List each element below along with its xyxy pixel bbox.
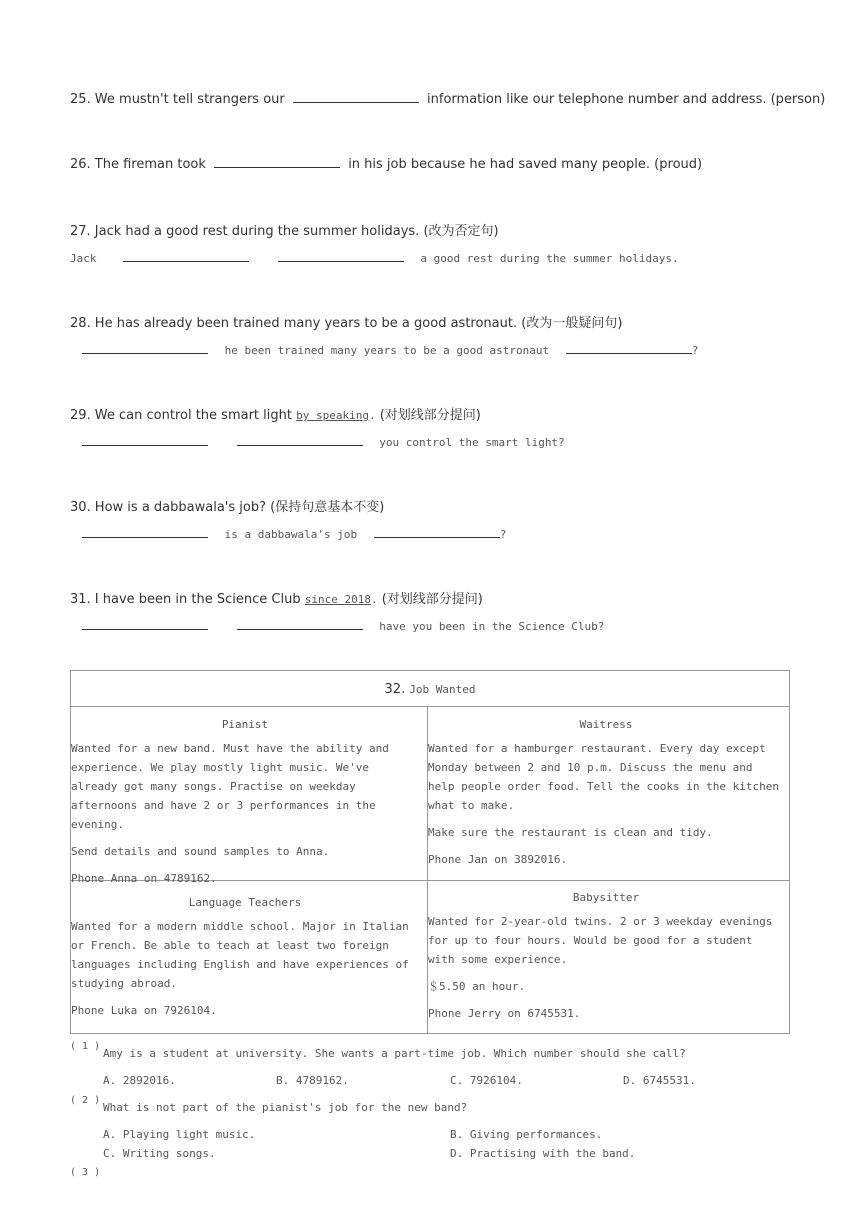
question-29-answer-line bbox=[82, 433, 565, 449]
answer-blank[interactable] bbox=[82, 433, 208, 446]
answer-blank[interactable] bbox=[237, 617, 363, 630]
underlined-phrase: since 2018 bbox=[304, 593, 371, 606]
answer-blank[interactable] bbox=[82, 617, 208, 630]
answer-end-text: you control the smart light? bbox=[379, 436, 565, 449]
sub-question-2-option-b[interactable]: B. Giving performances. bbox=[450, 1128, 603, 1141]
question-28-answer-line bbox=[82, 341, 698, 357]
babysitter-cell bbox=[428, 891, 788, 1023]
question-26-text-after: in his job because he had saved many people. (proud) bbox=[348, 157, 703, 172]
cell-paragraph: Wanted for a new band. Must have the ability and experience. We play mostly light music. We've already got many songs. Practise on weekday afternoons and have 2 or 3 performances in the evening. bbox=[71, 742, 389, 831]
question-27-answer-line bbox=[70, 249, 679, 265]
question-25-text-after: information like our telephone number and address. (person) bbox=[427, 92, 826, 107]
sub-question-2-option-c[interactable]: C. Writing songs. bbox=[103, 1147, 216, 1160]
cell-paragraph: ＄5.50 an hour. bbox=[428, 980, 526, 993]
question-29-instruction: (对划线部分提问) bbox=[379, 408, 481, 423]
cell-paragraph: Wanted for 2-year-old twins. 2 or 3 weekday evenings for up to four hours. Would be good for a student with some experience. bbox=[428, 915, 773, 966]
sub-question-2-option-d[interactable]: D. Practising with the band. bbox=[450, 1147, 636, 1160]
question-27-prompt bbox=[70, 220, 499, 239]
question-28-instruction: (改为一般疑问句) bbox=[521, 316, 623, 331]
answer-end-text: have you been in the Science Club? bbox=[379, 620, 605, 633]
question-31-answer-line bbox=[82, 617, 604, 633]
table-title: Job Wanted bbox=[409, 683, 476, 696]
question-30-prompt bbox=[70, 496, 384, 515]
answer-blank[interactable] bbox=[214, 155, 340, 168]
answer-middle-text: is a dabbawala's job bbox=[224, 528, 358, 541]
waitress-cell bbox=[428, 718, 788, 869]
cell-heading: Language Teachers bbox=[188, 896, 302, 909]
question-30-instruction: (保持句意基本不变) bbox=[270, 500, 385, 515]
question-25 bbox=[70, 90, 825, 107]
underlined-phrase: by speaking bbox=[296, 409, 369, 422]
question-30-text: 30. How is a dabbawala's job? bbox=[70, 500, 266, 515]
question-28-text: 28. He has already been trained many years to be a good astronaut. bbox=[70, 316, 518, 331]
cell-heading: Babysitter bbox=[572, 891, 640, 904]
answer-end-text: a good rest during the summer holidays. bbox=[420, 252, 679, 265]
answer-blank[interactable] bbox=[293, 90, 419, 103]
cell-paragraph: Send details and sound samples to Anna. bbox=[71, 845, 330, 858]
cell-paragraph: Phone Anna on 4789162. bbox=[71, 872, 217, 885]
table-number: 32. bbox=[384, 682, 406, 697]
answer-blank[interactable] bbox=[278, 249, 404, 262]
answer-blank[interactable] bbox=[237, 433, 363, 446]
question-31-prompt bbox=[70, 588, 483, 607]
question-27-instruction: (改为否定句) bbox=[423, 224, 499, 239]
cell-paragraph: Phone Luka on 7926104. bbox=[71, 1004, 217, 1017]
question-31-text: 31. I have been in the Science Club bbox=[70, 592, 301, 607]
cell-paragraph: Phone Jerry on 6745531. bbox=[428, 1007, 581, 1020]
sub-question-1-option-a[interactable]: A. 2892016. bbox=[103, 1074, 176, 1087]
sub-question-1-option-b[interactable]: B. 4789162. bbox=[276, 1074, 349, 1087]
question-31-instruction: (对划线部分提问) bbox=[381, 592, 483, 607]
answer-start-text: Jack bbox=[70, 252, 97, 265]
pianist-cell bbox=[71, 718, 423, 888]
sub-question-2-number: ( 2 ) bbox=[70, 1095, 101, 1106]
sub-question-1-number: ( 1 ) bbox=[70, 1041, 101, 1052]
sub-question-1-option-c[interactable]: C. 7926104. bbox=[450, 1074, 523, 1087]
question-25-text-before: 25. We mustn't tell strangers our bbox=[70, 92, 285, 107]
cell-paragraph: Make sure the restaurant is clean and tidy. bbox=[428, 826, 713, 839]
period-text: . bbox=[370, 593, 378, 606]
answer-end-text: ? bbox=[499, 528, 507, 541]
cell-paragraph: Wanted for a hamburger restaurant. Every day except Monday between 2 and 10 p.m. Discuss the menu and help people order food. Tell the cooks in the kitchen what to make. bbox=[428, 742, 779, 812]
table-title-row bbox=[71, 671, 789, 707]
question-30-answer-line bbox=[82, 525, 506, 541]
question-26 bbox=[70, 155, 702, 172]
answer-end-text: ? bbox=[691, 344, 699, 357]
job-wanted-table bbox=[70, 670, 790, 1034]
answer-blank[interactable] bbox=[374, 525, 500, 538]
cell-paragraph: Phone Jan on 3892016. bbox=[428, 853, 568, 866]
sub-question-3-number: ( 3 ) bbox=[70, 1167, 101, 1178]
period-text: . bbox=[368, 409, 376, 422]
sub-question-1-option-d[interactable]: D. 6745531. bbox=[623, 1074, 696, 1087]
cell-paragraph: Wanted for a modern middle school. Major in Italian or French. Be able to teach at least two foreign languages including English and have experiences of studying abroad. bbox=[71, 920, 409, 990]
answer-middle-text: he been trained many years to be a good astronaut bbox=[224, 344, 550, 357]
answer-blank[interactable] bbox=[123, 249, 249, 262]
answer-blank[interactable] bbox=[82, 341, 208, 354]
answer-blank[interactable] bbox=[566, 341, 692, 354]
cell-heading: Waitress bbox=[579, 718, 633, 731]
question-26-text-before: 26. The fireman took bbox=[70, 157, 206, 172]
sub-question-1-text: Amy is a student at university. She wants a part-time job. Which number should she call? bbox=[103, 1047, 686, 1060]
sub-question-2-option-a[interactable]: A. Playing light music. bbox=[103, 1128, 256, 1141]
question-27-text: 27. Jack had a good rest during the summer holidays. bbox=[70, 224, 420, 239]
question-29-prompt bbox=[70, 404, 481, 423]
question-28-prompt bbox=[70, 312, 622, 331]
sub-question-2-text: What is not part of the pianist's job for the new band? bbox=[103, 1101, 468, 1114]
language-teachers-cell bbox=[71, 896, 423, 1020]
question-29-text: 29. We can control the smart light bbox=[70, 408, 292, 423]
answer-blank[interactable] bbox=[82, 525, 208, 538]
cell-heading: Pianist bbox=[221, 718, 269, 731]
